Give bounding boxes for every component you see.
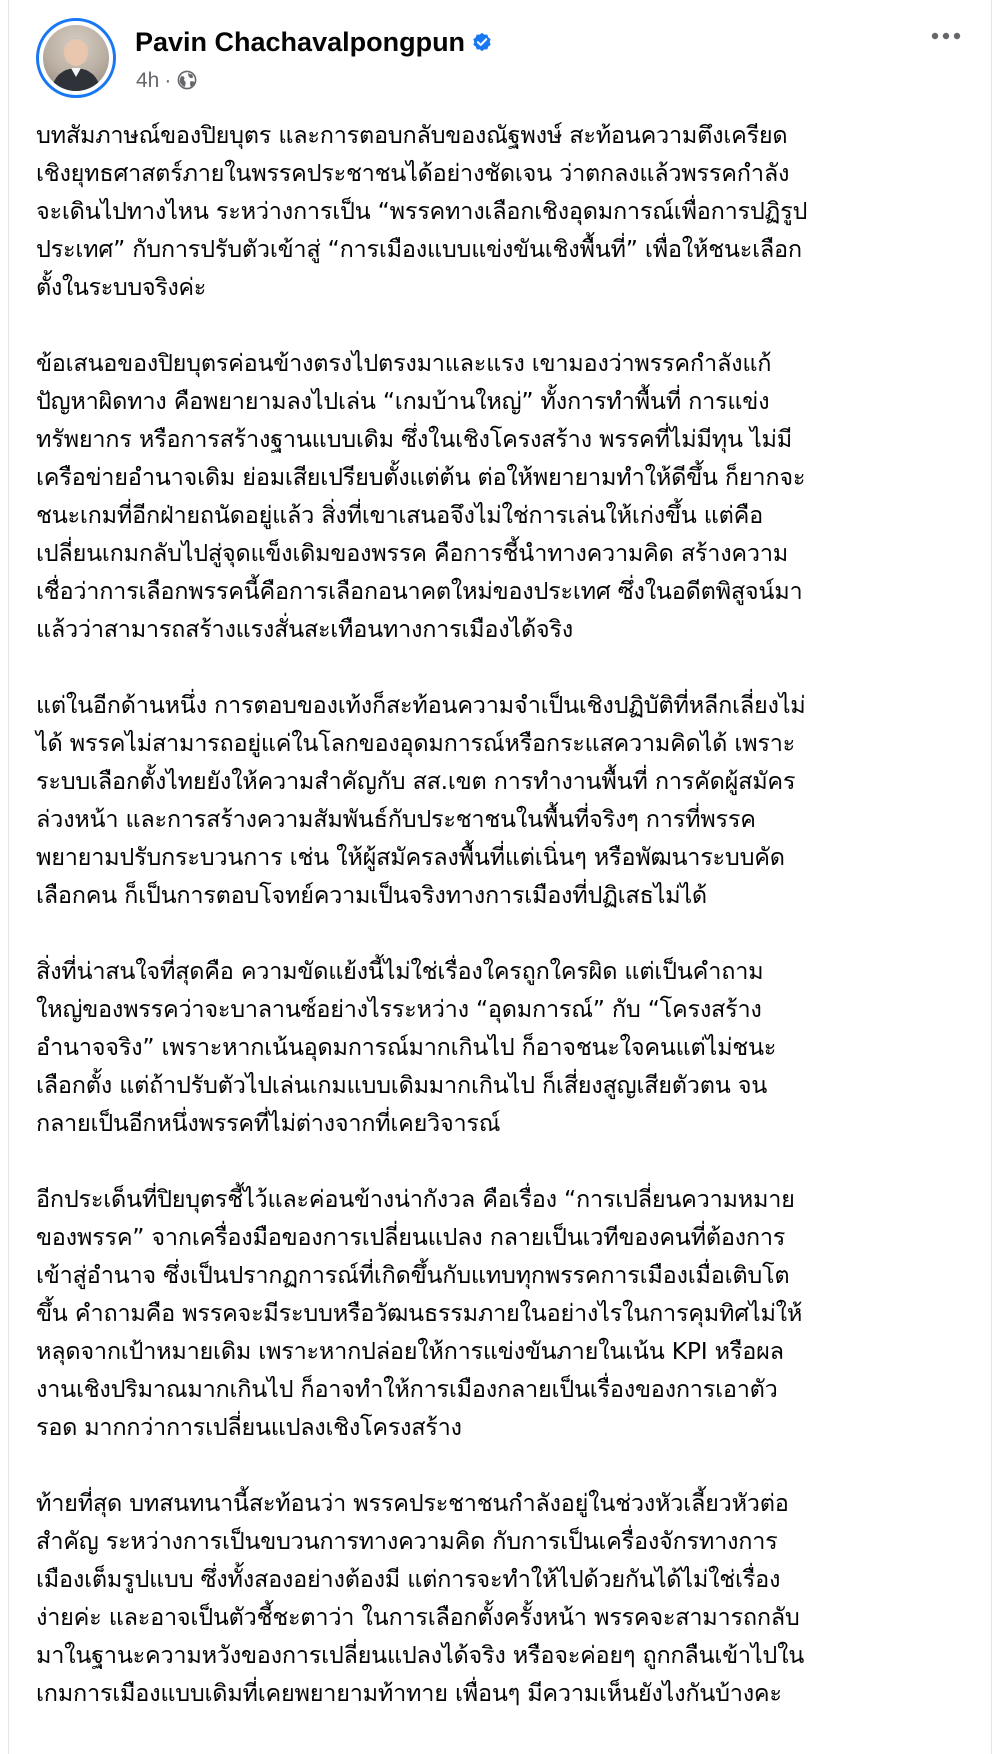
paragraph-line: ชนะเกมที่อีกฝ่ายถนัดอยู่แล้ว สิ่งที่เขาเสนอจึงไม่ใช่การเล่นให้เก่งขึ้น แต่คือ (36, 501, 763, 529)
paragraph-line: พยายามปรับกระบวนการ เช่น ให้ผู้สมัครลงพื้นที่แต่เนิ่นๆ หรือพัฒนาระบบคัด (36, 843, 785, 871)
paragraph-line: เชิงยุทธศาสตร์ภายในพรรคประชาชนได้อย่างชัดเจน ว่าตกลงแล้วพรรคกำลัง (36, 159, 790, 187)
paragraph-line: เชื่อว่าการเลือกพรรคนี้คือการเลือกอนาคตใหม่ของประเทศ ซึ่งในอดีตพิสูจน์มา (36, 577, 803, 605)
paragraph-line: ระบบเลือกตั้งไทยยังให้ความสำคัญกับ สส.เขต การทำงานพื้นที่ การคัดผู้สมัคร (36, 767, 796, 795)
avatar-photo (43, 25, 109, 91)
paragraph-line: อีกประเด็นที่ปิยบุตรชี้ไว้และค่อนข้างน่ากังวล คือเรื่อง “การเปลี่ยนความหมาย (36, 1185, 795, 1213)
paragraph-line: ทรัพยากร หรือการสร้างฐานแบบเดิม ซึ่งในเชิงโครงสร้าง พรรคที่ไม่มีทุน ไม่มี (36, 425, 793, 453)
paragraph-line: แล้วว่าสามารถสร้างแรงสั่นสะเทือนทางการเมืองได้จริง (36, 615, 573, 643)
paragraph-line: กลายเป็นอีกหนึ่งพรรคที่ไม่ต่างจากที่เคยวิจารณ์ (36, 1109, 501, 1137)
paragraph-line: ท้ายที่สุด บทสนทนานี้สะท้อนว่า พรรคประชาชนกำลังอยู่ในช่วงหัวเลี้ยวหัวต่อ (36, 1489, 789, 1517)
paragraph-line: ปัญหาผิดทาง คือพยายามลงไปเล่น “เกมบ้านใหญ่” ทั้งการทำพื้นที่ การแข่ง (36, 387, 770, 415)
paragraph-line: หลุดจากเป้าหมายเดิม เพราะหากปล่อยให้การแข่งขันภายในเน้น KPI หรือผล (36, 1337, 784, 1365)
verified-badge-icon (471, 31, 493, 53)
paragraph-line: เมืองเต็มรูปแบบ ซึ่งทั้งสองอย่างต้องมี แต่การจะทำให้ไปด้วยกันได้ไม่ใช่เรื่อง (36, 1565, 781, 1593)
post-paragraph (36, 952, 966, 1142)
paragraph-line: มาในฐานะความหวังของการเปลี่ยนแปลงได้จริง หรือจะค่อยๆ ถูกกลืนเข้าไปใน (36, 1641, 805, 1669)
paragraph-line: แต่ในอีกด้านหนึ่ง การตอบของเท้งก็สะท้อนความจำเป็นเชิงปฏิบัติที่หลีกเลี่ยงไม่ (36, 691, 806, 719)
post-paragraph (36, 116, 966, 306)
paragraph-line: จะเดินไปทางไหน ระหว่างการเป็น “พรรคทางเลือกเชิงอุดมการณ์เพื่อการปฏิรูป (36, 197, 808, 225)
paragraph-line: เข้าสู่อำนาจ ซึ่งเป็นปรากฏการณ์ที่เกิดขึ้นกับแทบทุกพรรคการเมืองเมื่อเติบโต (36, 1261, 790, 1289)
paragraph-line: สิ่งที่น่าสนใจที่สุดคือ ความขัดแย้งนี้ไม่ใช่เรื่องใครถูกใครผิด แต่เป็นคำถาม (36, 957, 764, 985)
post-meta (136, 68, 197, 94)
more-options-icon[interactable] (928, 24, 964, 48)
paragraph-line: เปลี่ยนเกมกลับไปสู่จุดแข็งเดิมของพรรค คือการชี้นำทางความคิด สร้างความ (36, 539, 788, 567)
paragraph-line: ประเทศ” กับการปรับตัวเข้าสู่ “การเมืองแบบแข่งขันเชิงพื้นที่” เพื่อให้ชนะเลือก (36, 235, 802, 263)
paragraph-line: ขึ้น คำถามคือ พรรคจะมีระบบหรือวัฒนธรรมภายในอย่างไรในการคุมทิศไม่ให้ (36, 1299, 803, 1327)
paragraph-line: สำคัญ ระหว่างการเป็นขบวนการทางความคิด กับการเป็นเครื่องจักรทางการ (36, 1527, 778, 1555)
paragraph-line: ข้อเสนอของปิยบุตรค่อนข้างตรงไปตรงมาและแรง เขามองว่าพรรคกำลังแก้ (36, 349, 772, 377)
post-paragraph (36, 1484, 966, 1712)
avatar-portrait-icon (43, 25, 109, 91)
author-avatar[interactable] (36, 18, 116, 98)
author-name-text[interactable]: Pavin Chachavalpongpun (135, 27, 466, 57)
paragraph-line: บทสัมภาษณ์ของปิยบุตร และการตอบกลับของณัฐพงษ์ สะท้อนความตึงเครียด (36, 121, 788, 149)
paragraph-line: เลือกตั้ง แต่ถ้าปรับตัวไปเล่นเกมแบบเดิมมากเกินไป ก็เสี่ยงสูญเสียตัวตน จน (36, 1071, 768, 1099)
paragraph-line: งานเชิงปริมาณมากเกินไป ก็อาจทำให้การเมืองกลายเป็นเรื่องของการเอาตัว (36, 1375, 778, 1403)
post-timestamp[interactable]: 4h (136, 69, 160, 92)
paragraph-line: ของพรรค” จากเครื่องมือของการเปลี่ยนแปลง กลายเป็นเวทีของคนที่ต้องการ (36, 1223, 786, 1251)
paragraph-line: ใหญ่ของพรรคว่าจะบาลานซ์อย่างไรระหว่าง “อุดมการณ์” กับ “โครงสร้าง (36, 995, 762, 1023)
author-name[interactable] (135, 26, 493, 58)
post-text (36, 116, 966, 1712)
meta-separator: · (164, 69, 172, 92)
paragraph-line: รอด มากกว่าการเปลี่ยนแปลงเชิงโครงสร้าง (36, 1413, 462, 1441)
paragraph-line: เครือข่ายอำนาจเดิม ย่อมเสียเปรียบตั้งแต่ต้น ต่อให้พยายามทำให้ดีขึ้น ก็ยากจะ (36, 463, 806, 491)
post-header (36, 18, 970, 98)
paragraph-line: เกมการเมืองแบบเดิมที่เคยพยายามท้าทาย เพื่อนๆ มีความเห็นยังไงกันบ้างคะ (36, 1679, 782, 1707)
post-paragraph (36, 1180, 966, 1446)
post-paragraph (36, 344, 966, 648)
paragraph-line: ล่วงหน้า และการสร้างความสัมพันธ์กับประชาชนในพื้นที่จริงๆ การที่พรรค (36, 805, 756, 833)
post-paragraph (36, 686, 966, 914)
paragraph-line: ง่ายค่ะ และอาจเป็นตัวชี้ชะตาว่า ในการเลือกตั้งครั้งหน้า พรรคจะสามารถกลับ (36, 1603, 800, 1631)
paragraph-line: ได้ พรรคไม่สามารถอยู่แค่ในโลกของอุดมการณ์หรือกระแสความคิดได้ เพราะ (36, 729, 795, 757)
paragraph-line: อำนาจจริง” เพราะหากเน้นอุดมการณ์มากเกินไป ก็อาจชนะใจคนแต่ไม่ชนะ (36, 1033, 777, 1061)
globe-icon[interactable] (177, 70, 197, 90)
paragraph-line: ตั้งในระบบจริงค่ะ (36, 273, 206, 301)
paragraph-line: เลือกคน ก็เป็นการตอบโจทย์ความเป็นจริงทางการเมืองที่ปฏิเสธไม่ได้ (36, 881, 707, 909)
